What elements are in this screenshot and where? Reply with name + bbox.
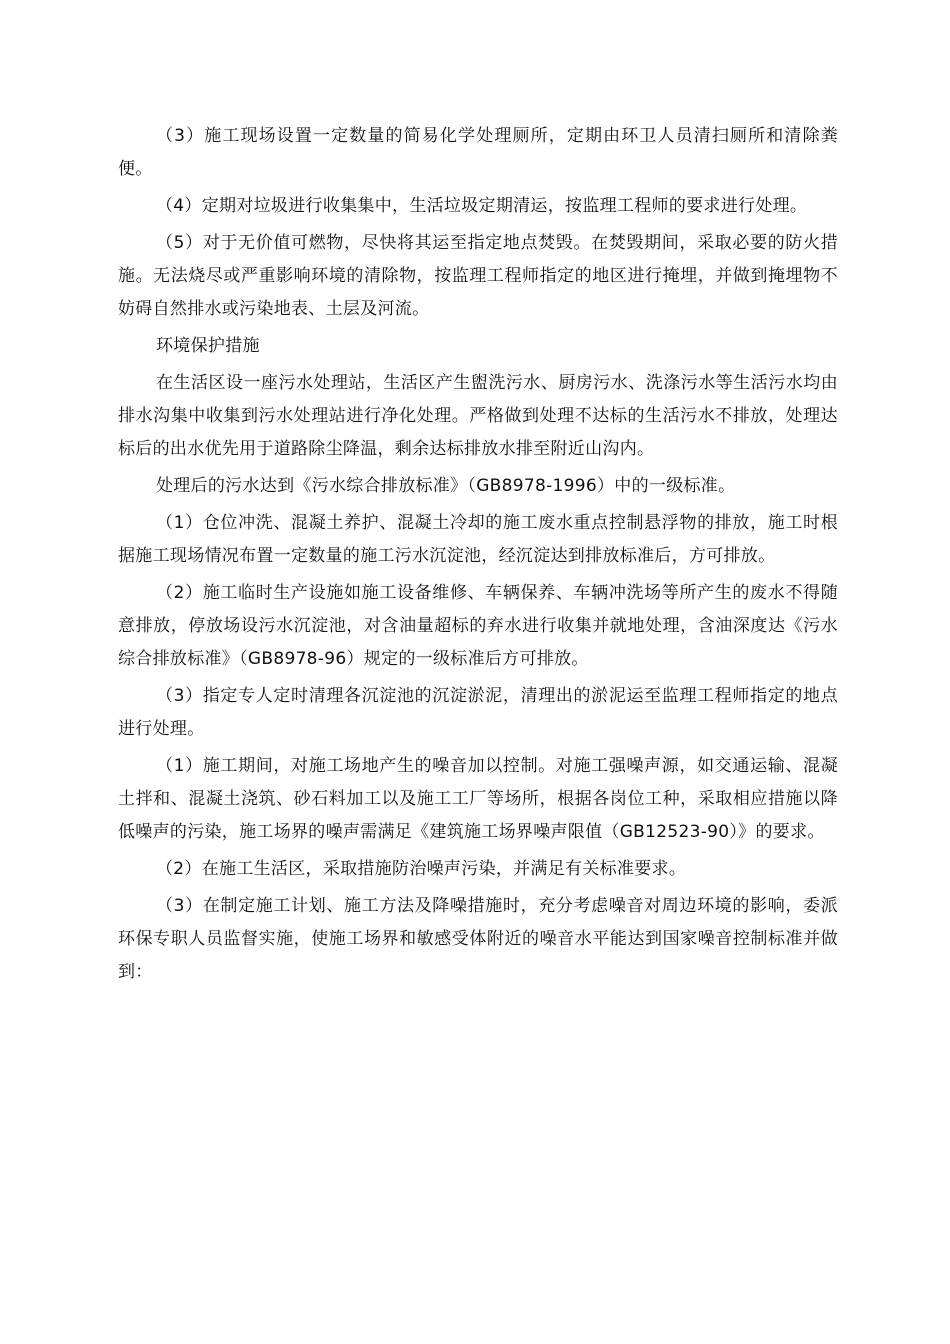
paragraph-combustible-disposal: （5）对于无价值可燃物，尽快将其运至指定地点焚毁。在焚毁期间，采取必要的防火措施。无法烧尽或严重影响环境的清除物，按监理工程师指定的地区进行掩埋，并做到掩埋物不妨碍自然排水或污染地表、土层及河流。 xyxy=(118,233,838,319)
paragraph-discharge-standard: 处理后的污水达到《污水综合排放标准》（GB8978-1996）中的一级标准。 xyxy=(156,476,736,496)
section-heading-environmental-protection: 环境保护措施 xyxy=(156,336,260,356)
paragraph-noise-control: （1）施工期间，对施工场地产生的噪音加以控制。对施工强噪声源，如交通运输、混凝土拌和、混凝土浇筑、砂石料加工以及施工工厂等场所，根据各岗位工种，采取相应措施以降低噪声的污染，施工场界的噪声需满足《建筑施工场界噪声限值（GB12523-90）》的要求。 xyxy=(118,756,838,842)
paragraph-sewage-station: 在生活区设一座污水处理站，生活区产生盥洗污水、厨房污水、洗涤污水等生活污水均由排水沟集中收集到污水处理站进行净化处理。严格做到处理不达标的生活污水不排放，处理达标后的出水优先用于道路除尘降温，剩余达标排放水排至附近山沟内。 xyxy=(118,373,838,459)
document-page xyxy=(118,120,838,993)
paragraph-living-area-noise: （2）在施工生活区，采取措施防治噪声污染，并满足有关标准要求。 xyxy=(156,859,687,879)
paragraph-toilet-facilities: （3）施工现场设置一定数量的简易化学处理厕所，定期由环卫人员清扫厕所和清除粪便。 xyxy=(118,126,838,179)
paragraph-noise-planning: （3）在制定施工计划、施工方法及降噪措施时，充分考虑噪音对周边环境的影响，委派环保专职人员监督实施，使施工场界和敏感受体附近的噪音水平能达到国家噪音控制标准并做到： xyxy=(118,896,838,982)
paragraph-oily-wastewater: （2）施工临时生产设施如施工设备维修、车辆保养、车辆冲洗场等所产生的废水不得随意排放，停放场设污水沉淀池，对含油量超标的弃水进行收集并就地处理，含油深度达《污水综合排放标准》（GB8978-96）规定的一级标准后方可排放。 xyxy=(118,583,838,669)
paragraph-construction-wastewater: （1）仓位冲洗、混凝土养护、混凝土冷却的施工废水重点控制悬浮物的排放，施工时根据施工现场情况布置一定数量的施工污水沉淀池，经沉淀达到排放标准后，方可排放。 xyxy=(118,513,838,566)
paragraph-sludge-cleaning: （3）指定专人定时清理各沉淀池的沉淀淤泥，清理出的淤泥运至监理工程师指定的地点进行处理。 xyxy=(118,686,838,739)
paragraph-garbage-collection: （4）定期对垃圾进行收集集中，生活垃圾定期清运，按监理工程师的要求进行处理。 xyxy=(156,196,808,216)
